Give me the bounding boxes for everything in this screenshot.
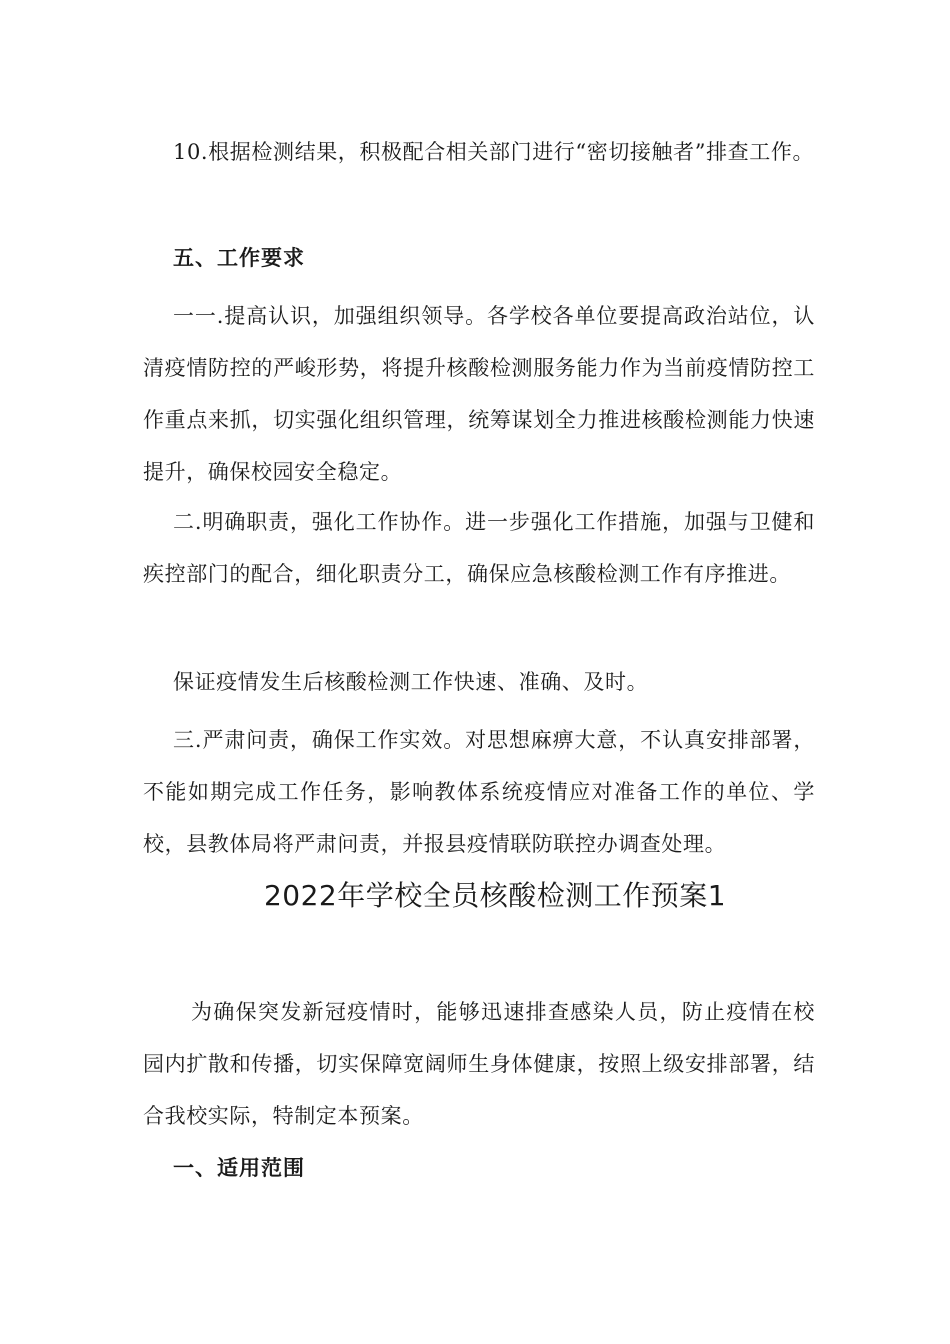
paragraph-item-10: 10.根据检测结果，积极配合相关部门进行“密切接触者”排查工作。 xyxy=(173,140,815,164)
paragraph-requirement-2: 二.明确职责，强化工作协作。进一步强化工作措施，加强与卫健和疾控部门的配合，细化职责分工，确保应急核酸检测工作有序推进。 xyxy=(143,510,815,586)
paragraph-requirement-3: 三.严肃问责，确保工作实效。对思想麻痹大意，不认真安排部署，不能如期完成工作任务，影响教体系统疫情应对准备工作的单位、学校，县教体局将严肃问责，并报县疫情联防联控办调查处理。 xyxy=(143,728,815,856)
paragraph-requirement-1: 一一.提高认识，加强组织领导。各学校各单位要提高政治站位，认清疫情防控的严峻形势，将提升核酸检测服务能力作为当前疫情防控工作重点来抓，切实强化组织管理，统筹谋划全力推进核酸检测能力快速提升，确保校园安全稳定。 xyxy=(143,304,815,484)
paragraph-intro: 为确保突发新冠疫情时，能够迅速排查感染人员，防止疫情在校园内扩散和传播，切实保障宽阔师生身体健康，按照上级安排部署，结合我校实际，特制定本预案。 xyxy=(143,1000,815,1128)
document-title: 2022年学校全员核酸检测工作预案1 xyxy=(263,879,727,912)
paragraph-requirement-2-continued: 保证疫情发生后核酸检测工作快速、准确、及时。 xyxy=(173,670,649,694)
section-heading-work-requirements: 五、工作要求 xyxy=(173,246,305,270)
section-heading-scope: 一、适用范围 xyxy=(173,1156,305,1180)
